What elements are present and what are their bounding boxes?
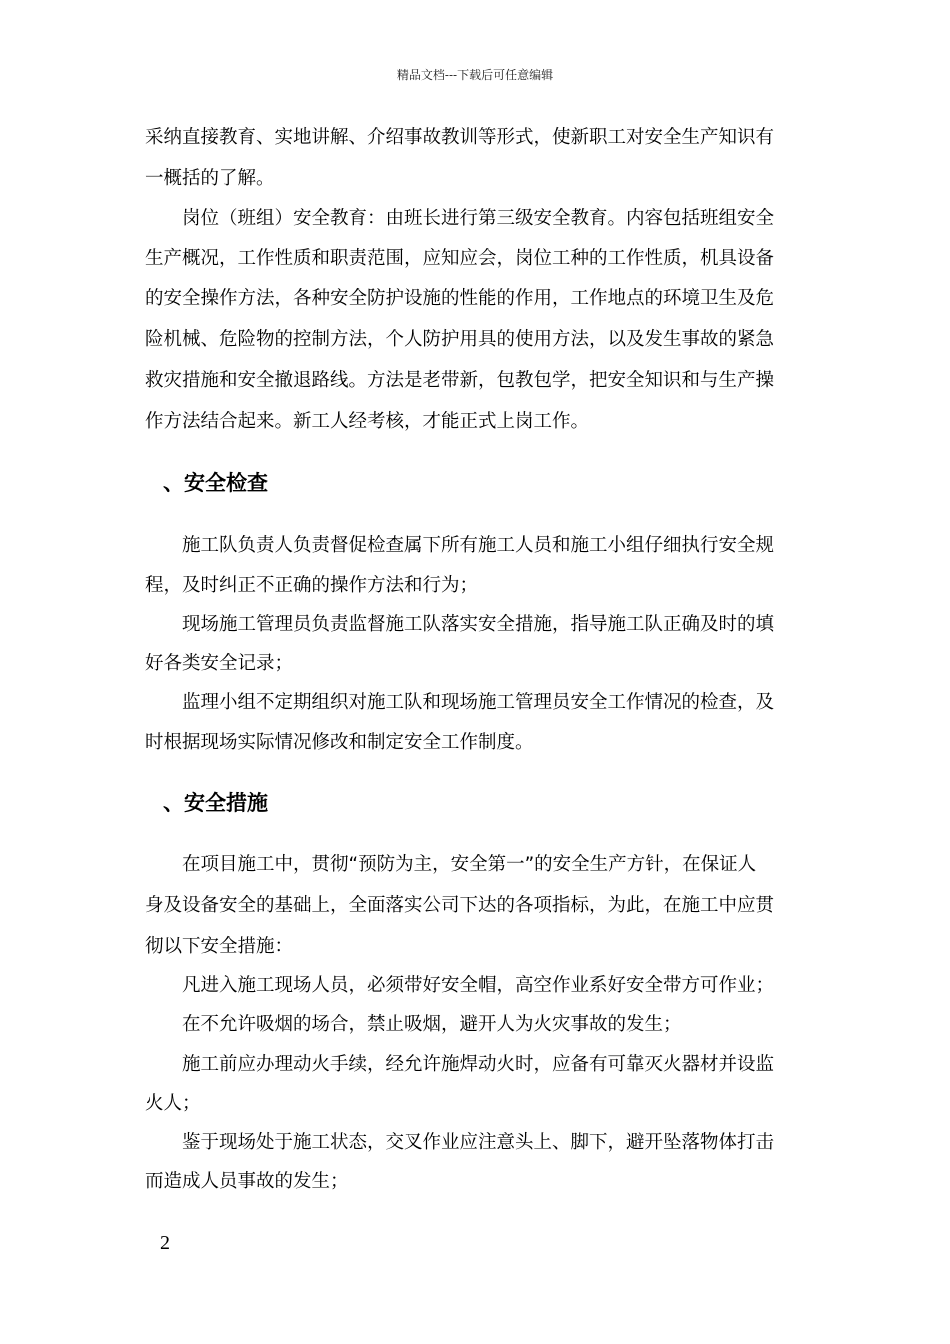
body-line: 救灾措施和安全撤退路线。方法是老带新，包教包学，把安全知识和与生产操 (145, 370, 775, 391)
body-line: 彻以下安全措施： (145, 936, 294, 957)
body-line: 采纳直接教育、实地讲解、介绍事故教训等形式，使新职工对安全生产知识有 (145, 127, 775, 148)
body-line: 现场施工管理员负责监督施工队落实安全措施，指导施工队正确及时的填 (145, 614, 775, 635)
body-line: 生产概况，工作性质和职责范围，应知应会，岗位工种的工作性质，机具设备 (145, 248, 775, 269)
body-line: 程，及时纠正不正确的操作方法和行为； (145, 575, 479, 596)
body-line: 岗位（班组）安全教育：由班长进行第三级安全教育。内容包括班组安全 (145, 208, 775, 229)
body-line: 好各类安全记录； (145, 653, 294, 674)
body-line: 而造成人员事故的发生； (145, 1171, 349, 1192)
body-line: 监理小组不定期组织对施工队和现场施工管理员安全工作情况的检查，及 (145, 692, 775, 713)
body-line: 的安全操作方法，各种安全防护设施的性能的作用，工作地点的环境卫生及危 (145, 288, 775, 309)
section-heading-safety-measures: 、安全措施 (163, 791, 268, 815)
body-line: 时根据现场实际情况修改和制定安全工作制度。 (145, 732, 534, 753)
body-line: 险机械、危险物的控制方法，个人防护用具的使用方法，以及发生事故的紧急 (145, 329, 775, 350)
body-line: 一概括的了解。 (145, 168, 275, 189)
body-line: 火人； (145, 1093, 201, 1114)
body-line: 在不允许吸烟的场合，禁止吸烟，避开人为火灾事故的发生； (145, 1014, 682, 1035)
section-heading-safety-inspection: 、安全检查 (163, 471, 268, 495)
body-line: 施工前应办理动火手续，经允许施焊动火时，应备有可靠灭火器材并设监 (145, 1054, 775, 1075)
body-line: 身及设备安全的基础上，全面落实公司下达的各项指标，为此，在施工中应贯 (145, 895, 775, 916)
body-line: 凡进入施工现场人员，必须带好安全帽，高空作业系好安全带方可作业； (145, 975, 775, 996)
body-line: 作方法结合起来。新工人经考核，才能正式上岗工作。 (145, 411, 590, 432)
body-line: 施工队负责人负责督促检查属下所有施工人员和施工小组仔细执行安全规 (145, 535, 775, 556)
page-number: 2 (160, 1232, 170, 1254)
body-line: 在项目施工中，贯彻“预防为主，安全第一”的安全生产方针，在保证人 (145, 854, 757, 875)
page-header: 精品文档---下载后可任意编辑 (396, 68, 554, 82)
body-line: 鉴于现场处于施工状态，交叉作业应注意头上、脚下，避开坠落物体打击 (145, 1132, 775, 1153)
